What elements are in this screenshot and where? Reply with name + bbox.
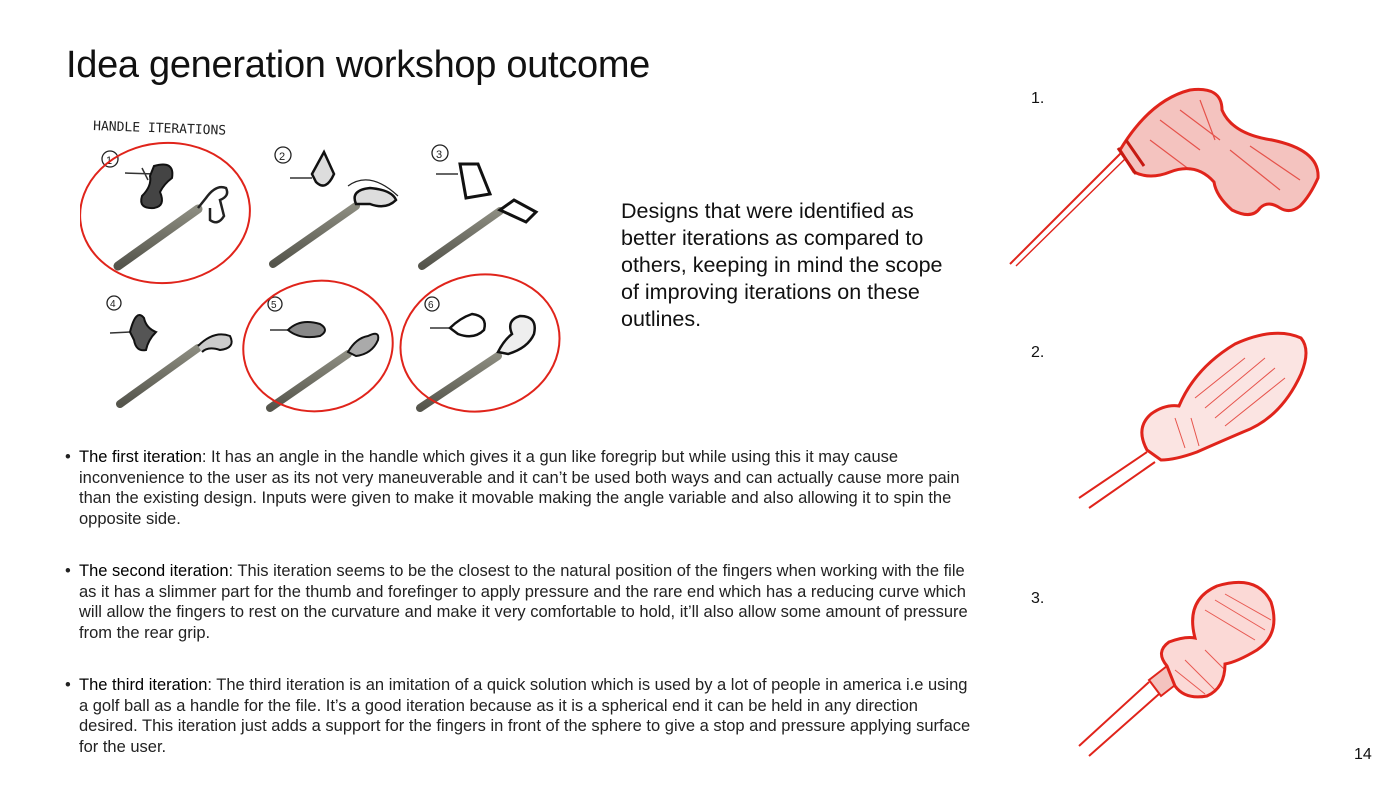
sketch-iteration-4	[107, 296, 232, 404]
intro-paragraph: Designs that were identified as better iterations as compared to others, keeping in mind the scope of improving iterations on these outlines.	[621, 199, 943, 331]
bullet-icon: •	[65, 448, 71, 466]
render-label-3: 3.	[1031, 590, 1045, 607]
iteration-text: : It has an angle in the handle which gives it a gun like foregrip but while using this it may cause inconvenience to the user as its not very maneuverable and it can’t be used both ways and can actually cause more pain than the existing design. Inputs were given to make it movable making the angle variable and also allowing it to spin the opposite side.	[79, 448, 960, 528]
sketch-iteration-6	[388, 260, 573, 426]
sketch-label-3: 3	[436, 149, 443, 161]
iterations-list	[64, 447, 979, 789]
iteration-lead: The first iteration	[79, 448, 202, 466]
iteration-lead: The third iteration	[79, 676, 208, 694]
iteration-text: : This iteration seems to be the closest to the natural position of the fingers when working with the file as it has a slimmer part for the thumb and forefinger to apply pressure and the rare end which has a reducing curve which will allow the fingers to rest on the curvature and make it very comfortable to hold, it’ll also allow some amount of pressure from the rear grip.	[79, 562, 968, 642]
list-item	[64, 675, 979, 757]
handle-render-2	[1075, 328, 1315, 528]
bullet-icon: •	[65, 562, 71, 580]
sketch-iteration-3	[422, 145, 536, 266]
sketch-label-4: 4	[110, 299, 116, 310]
sketch-label-5: 5	[271, 300, 277, 311]
sketch-iteration-5	[233, 269, 403, 423]
list-item	[64, 447, 979, 529]
sketch-label-6: 6	[428, 300, 434, 311]
bullet-icon: •	[65, 676, 71, 694]
iteration-text: : The third iteration is an imitation of a quick solution which is used by a lot of people in america i.e using a golf ball as a handle for the file. It’s a good iteration because as it is a spherical end it can be held in any direction desired. This iteration just adds a support for the fingers in front of the sphere to give a stop and pressure applying surface for the user.	[79, 676, 971, 756]
render-label-1: 1.	[1031, 90, 1045, 107]
handle-iterations-sketch	[80, 108, 580, 428]
handle-render-3	[1075, 570, 1325, 765]
slide-title: Idea generation workshop outcome	[66, 44, 651, 86]
sketch-label-2: 2	[279, 151, 286, 163]
sketch-label-1: 1	[106, 155, 113, 167]
sketch-iteration-2	[273, 147, 398, 264]
page-number: 14	[1354, 746, 1372, 763]
list-item	[64, 561, 979, 643]
sketch-iteration-1	[80, 136, 256, 290]
sketch-heading: HANDLE ITERATIONS	[92, 119, 227, 139]
iteration-lead: The second iteration	[79, 562, 229, 580]
render-label-2: 2.	[1031, 344, 1045, 361]
handle-render-1	[1000, 80, 1330, 285]
